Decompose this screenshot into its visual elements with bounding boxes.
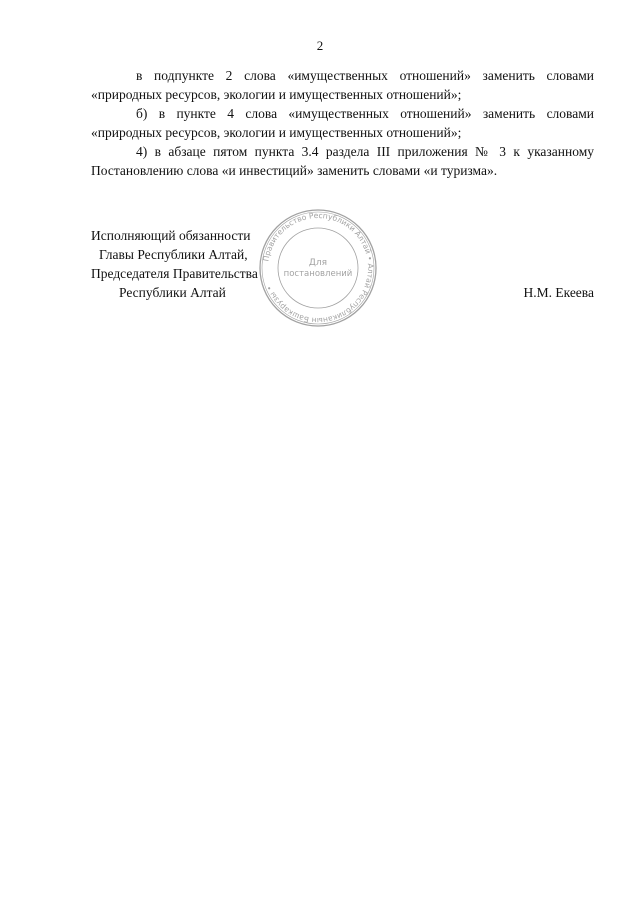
stamp-inner-line-2: постановлений [283, 269, 353, 279]
stamp-inner-line-1: Для [308, 258, 328, 268]
signature-title-line-4: Республики Алтай [119, 285, 226, 300]
page-number: 2 [316, 38, 324, 53]
signature-title-line-2: Главы Республики Алтай, [99, 247, 248, 262]
signature-title-line-3: Председателя Правительства [91, 266, 258, 281]
signatory-name: Н.М. Екеева [523, 285, 594, 300]
document-body [91, 66, 594, 180]
paragraph-point-4: 4) в абзаце пятом пункта 3.4 раздела III приложения № 3 к указанному Постановлению слова «и инвестиций» заменить словами «и туризма». [91, 144, 594, 178]
official-seal-stamp [258, 208, 378, 328]
paragraph-subpoint-2: в подпункте 2 слова «имущественных отношений» заменить словами «природных ресурсов, экологии и имущественных отношений»; [91, 68, 594, 102]
stamp-outer-text: Правительство Республики Алтай • Алтай Республиканын Башкарузы • [261, 210, 376, 326]
signature-title-line-1: Исполняющий обязанности [91, 228, 251, 243]
paragraph-point-b: б) в пункте 4 слова «имущественных отношений» заменить словами «природных ресурсов, экологии и имущественных отношений»; [91, 106, 594, 140]
